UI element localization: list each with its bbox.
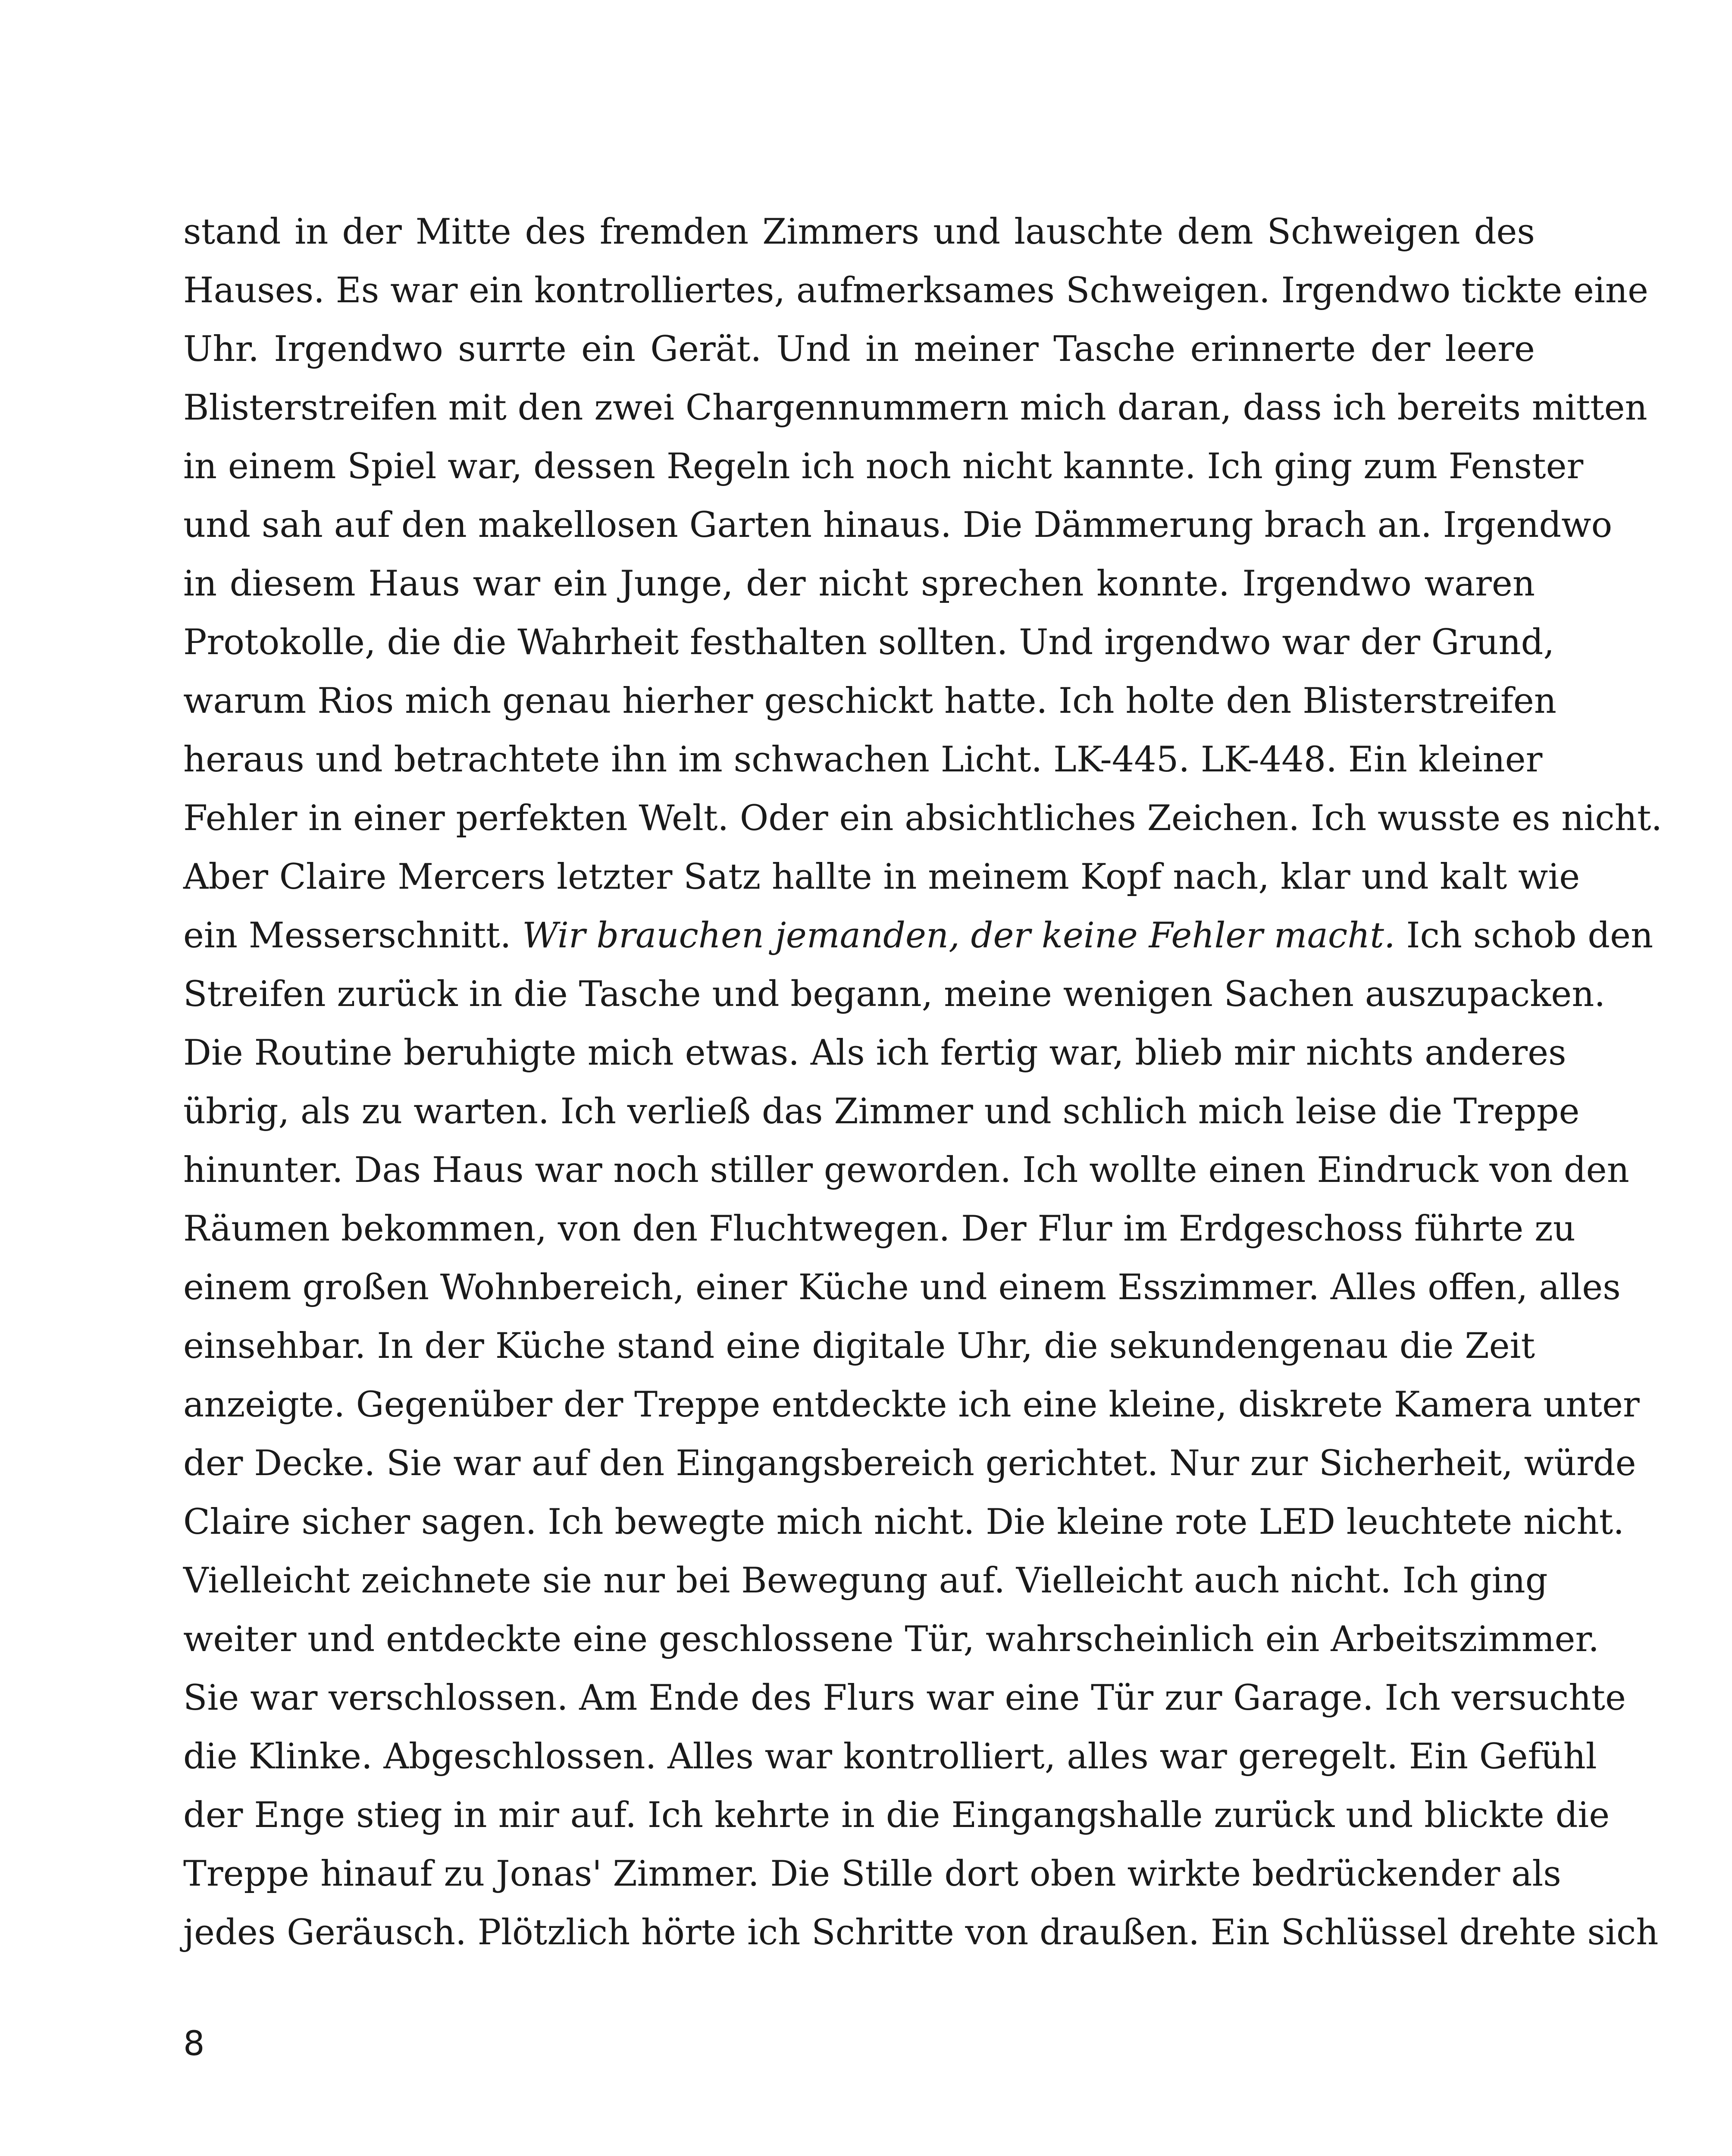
text-line: einsehbar. In der Küche stand eine digitale Uhr, die sekundengenau die Zeit — [183, 1326, 1535, 1366]
text-line: Hauses. Es war ein kontrolliertes, aufmerksames Schweigen. Irgendwo tickte eine — [183, 270, 1648, 311]
text-line: und sah auf den makellosen Garten hinaus. Die Dämmerung brach an. Irgendwo — [183, 505, 1613, 545]
text-line: Die Routine beruhigte mich etwas. Als ich fertig war, blieb mir nichts anderes — [183, 1033, 1566, 1073]
text-segment: Ich schob den — [1395, 915, 1654, 956]
text-line: warum Rios mich genau hierher geschickt hatte. Ich holte den Blisterstreifen — [183, 681, 1557, 721]
text-line: stand in der Mitte des fremden Zimmers und lauschte dem Schweigen des — [183, 212, 1535, 252]
text-line: Fehler in einer perfekten Welt. Oder ein absichtliches Zeichen. Ich wusste es nicht. — [183, 798, 1663, 839]
text-line: der Enge stieg in mir auf. Ich kehrte in die Eingangshalle zurück und blickte die — [183, 1795, 1610, 1836]
text-line: Uhr. Irgendwo surrte ein Gerät. Und in meiner Tasche erinnerte der leere — [183, 329, 1535, 370]
text-line: anzeigte. Gegenüber der Treppe entdeckte ich eine kleine, diskrete Kamera unter — [183, 1385, 1640, 1425]
text-line: Protokolle, die die Wahrheit festhalten sollten. Und irgendwo war der Grund, — [183, 622, 1555, 663]
text-line: in einem Spiel war, dessen Regeln ich noch nicht kannte. Ich ging zum Fenster — [183, 446, 1584, 487]
text-line: Streifen zurück in die Tasche und begann, meine wenigen Sachen auszupacken. — [183, 974, 1606, 1015]
text-line: heraus und betrachtete ihn im schwachen Licht. LK-445. LK-448. Ein kleiner — [183, 740, 1543, 780]
text-line: die Klinke. Abgeschlossen. Alles war kontrolliert, alles war geregelt. Ein Gefühl — [183, 1736, 1597, 1777]
page-number: 8 — [183, 2024, 205, 2063]
text-line: jedes Geräusch. Plötzlich hörte ich Schritte von draußen. Ein Schlüssel drehte sich — [183, 1912, 1659, 1953]
text-line-with-italic — [183, 906, 1654, 965]
body-text — [183, 203, 1663, 1962]
text-line: Vielleicht zeichnete sie nur bei Bewegung auf. Vielleicht auch nicht. Ich ging — [183, 1561, 1548, 1601]
text-line: in diesem Haus war ein Junge, der nicht sprechen konnte. Irgendwo waren — [183, 564, 1535, 604]
text-line: Aber Claire Mercers letzter Satz hallte in meinem Kopf nach, klar und kalt wie — [183, 857, 1580, 897]
text-segment: ein Messerschnitt. — [183, 915, 523, 956]
italic-quote: Wir brauchen jemanden, der keine Fehler macht. — [522, 915, 1395, 956]
text-line: einem großen Wohnbereich, einer Küche und einem Esszimmer. Alles offen, alles — [183, 1267, 1621, 1308]
text-line: der Decke. Sie war auf den Eingangsbereich gerichtet. Nur zur Sicherheit, würde — [183, 1443, 1636, 1484]
text-line: Räumen bekommen, von den Fluchtwegen. Der Flur im Erdgeschoss führte zu — [183, 1209, 1575, 1249]
text-line: Treppe hinauf zu Jonas' Zimmer. Die Stille dort oben wirkte bedrückender als — [183, 1854, 1561, 1894]
text-line: weiter und entdeckte eine geschlossene Tür, wahrscheinlich ein Arbeitszimmer. — [183, 1619, 1600, 1660]
text-line: übrig, als zu warten. Ich verließ das Zimmer und schlich mich leise die Treppe — [183, 1091, 1580, 1132]
text-line: Sie war verschlossen. Am Ende des Flurs war eine Tür zur Garage. Ich versuchte — [183, 1678, 1626, 1718]
text-line: hinunter. Das Haus war noch stiller geworden. Ich wollte einen Eindruck von den — [183, 1150, 1629, 1191]
text-line: Blisterstreifen mit den zwei Chargennummern mich daran, dass ich bereits mitten — [183, 388, 1647, 428]
text-line: Claire sicher sagen. Ich bewegte mich nicht. Die kleine rote LED leuchtete nicht. — [183, 1502, 1624, 1542]
